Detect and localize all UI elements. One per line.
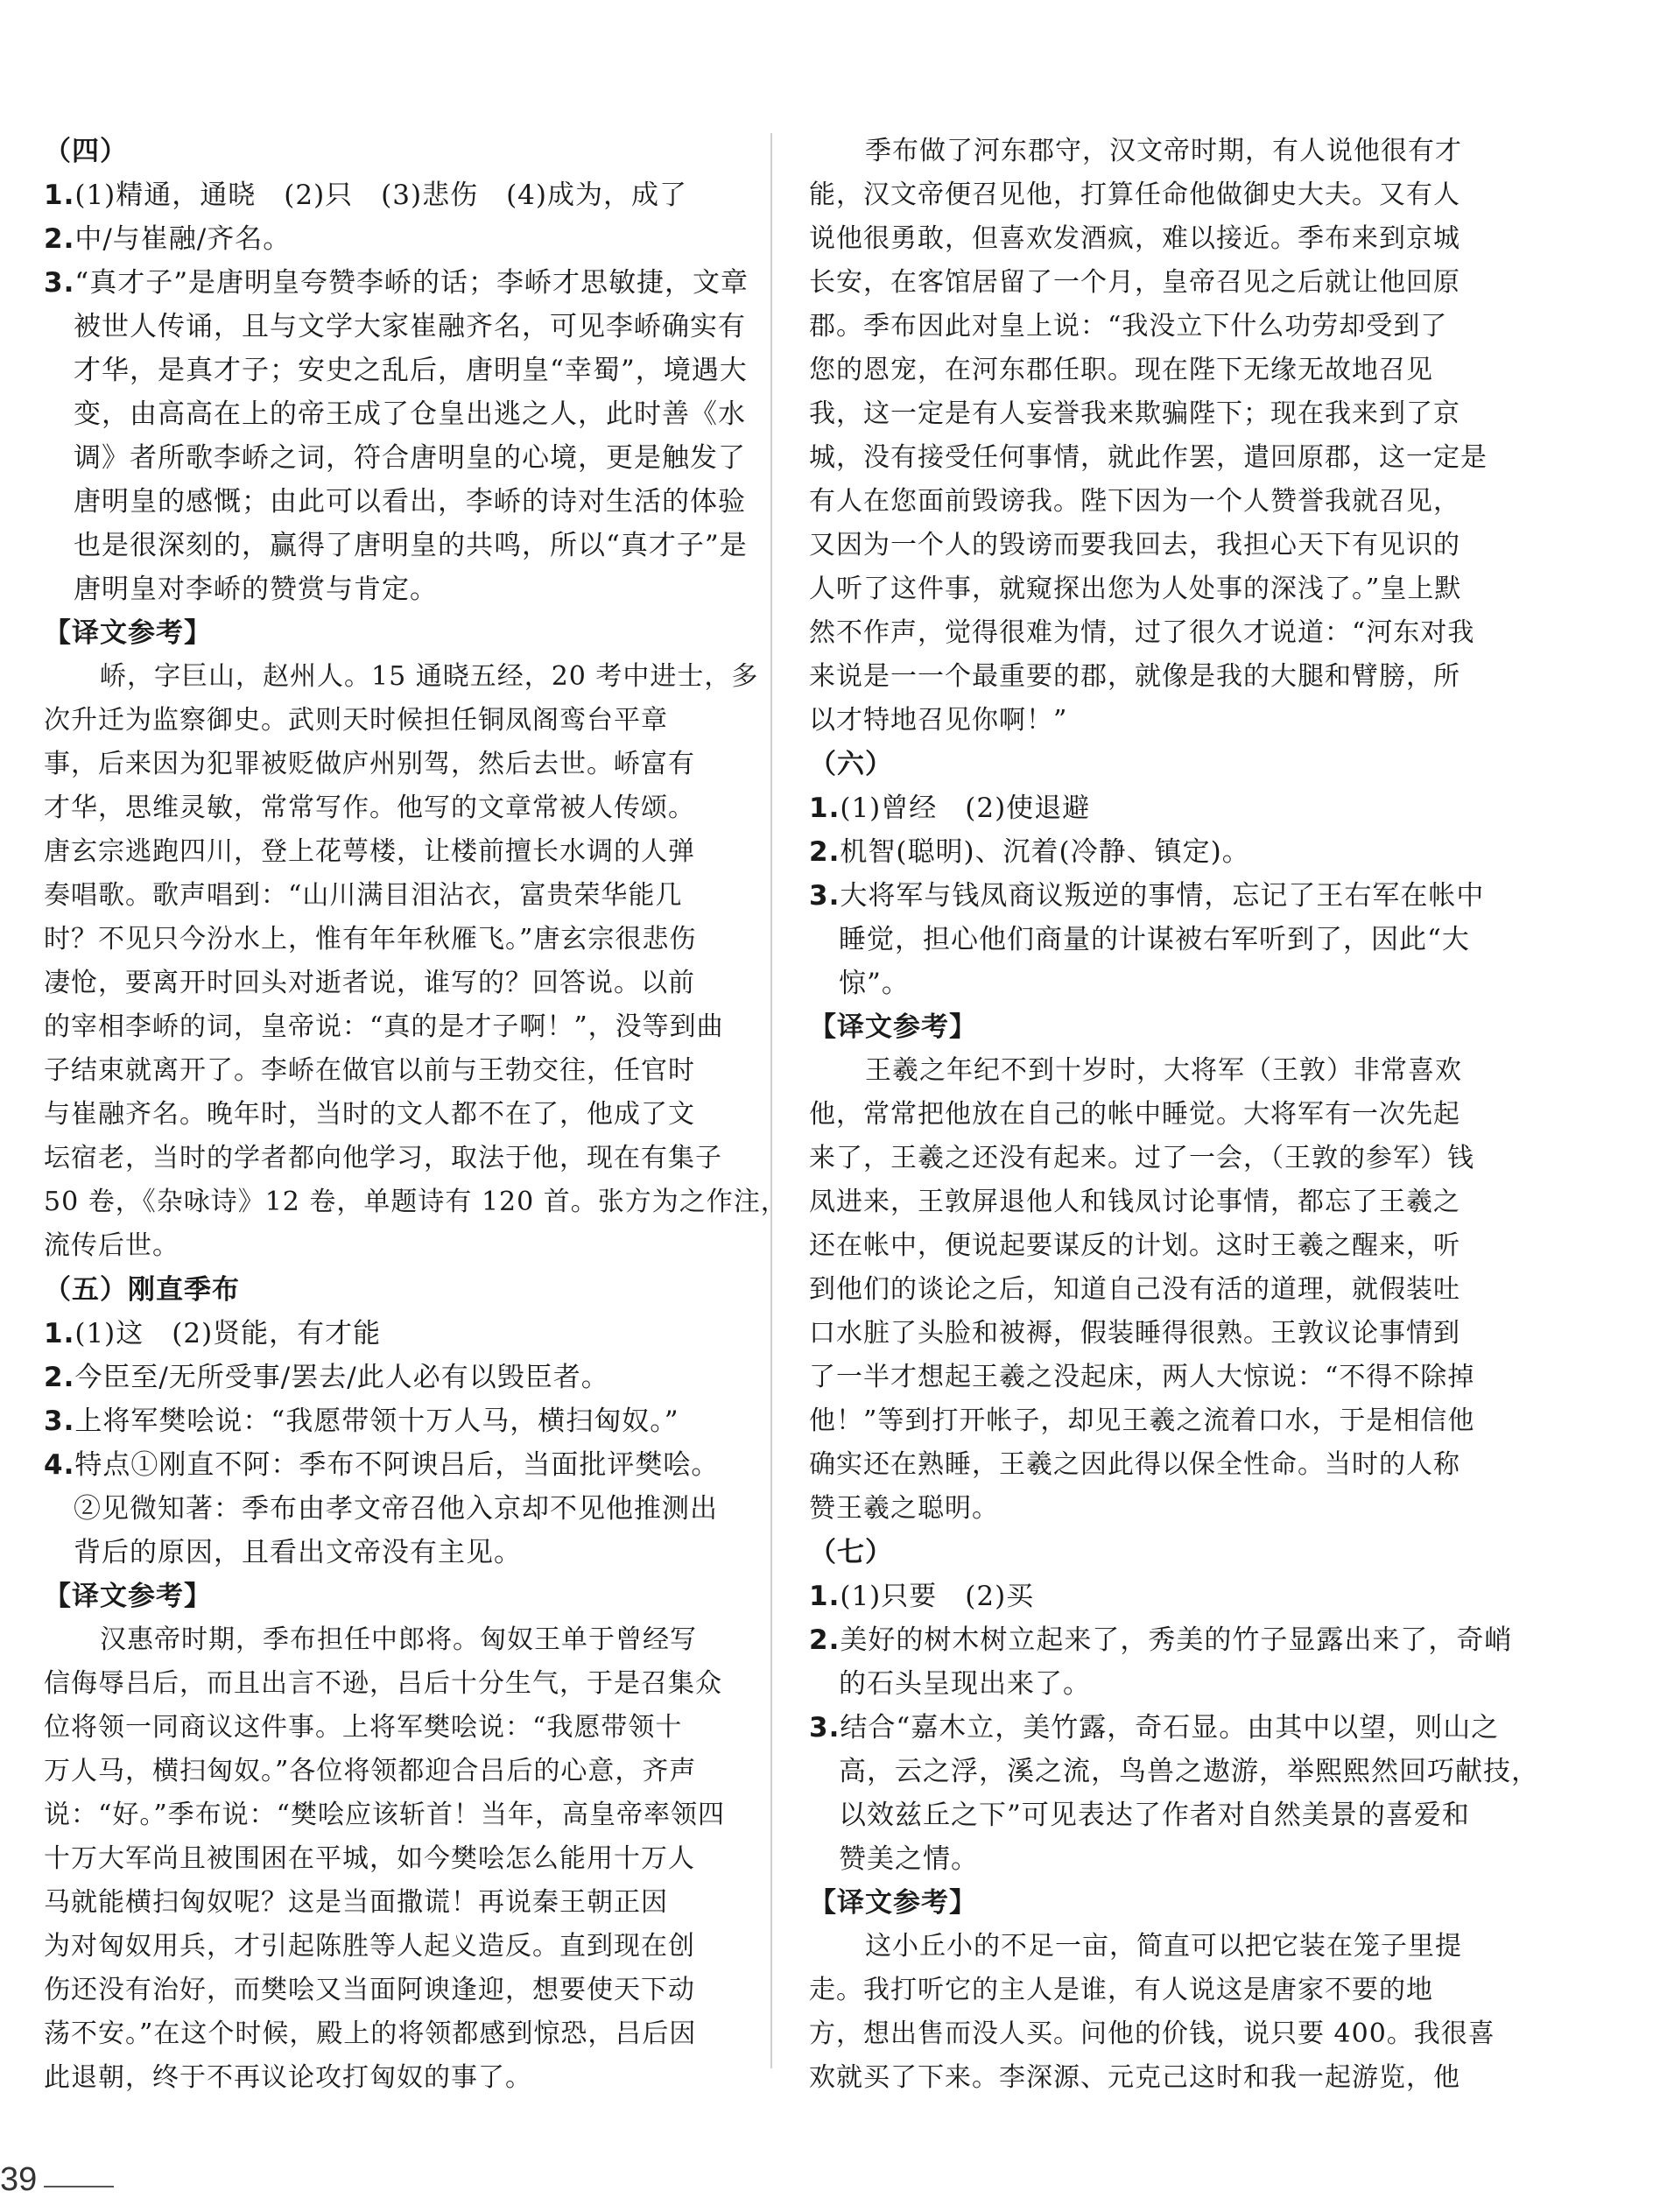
line-text: 高，云之浮，溪之流，鸟兽之遨游，举熙熙然回巧献技， xyxy=(839,1756,1539,1787)
line-text: 【译文参考】 xyxy=(44,617,212,649)
line-text: 马就能横扫匈奴呢？这是当面撒谎！再说秦王朝正因 xyxy=(44,1887,668,1918)
line-text: 万人马，横扫匈奴。”各位将领都迎合吕后的心意，齐声 xyxy=(44,1756,697,1786)
line-text: 机智(聪明)、沉着(冷静、镇定)。 xyxy=(840,836,1250,868)
text-line xyxy=(809,611,1536,655)
line-text: 方，想出售而没人买。问他的价钱，说只要 400。我很喜 xyxy=(809,2018,1495,2049)
line-text: （四） xyxy=(44,136,128,167)
text-line xyxy=(809,261,1536,305)
column-divider xyxy=(770,133,772,2068)
line-text: 这小丘小的不足一亩，简直可以把它装在笼子里提 xyxy=(865,1931,1462,1962)
line-text: 上将军樊哙说：“我愿带领十万人马，横扫匈奴。” xyxy=(74,1405,679,1437)
line-text: 走。我打听它的主人是谁，有人说这是唐家不要的地 xyxy=(809,1975,1433,2005)
text-line xyxy=(809,305,1536,349)
text-line xyxy=(44,1531,770,1574)
line-text: 伤还没有治好，而樊哙又当面阿谀逢迎，想要使天下动 xyxy=(44,1975,695,2005)
line-text: 与崔融齐名。晚年时，当时的文人都不在了，他成了文 xyxy=(44,1099,695,1130)
text-line xyxy=(44,1224,770,1268)
text-line xyxy=(44,217,770,261)
line-text: 次升迁为监察御史。武则天时候担任铜凤阁鸾台平章 xyxy=(44,705,668,736)
text-line xyxy=(44,830,770,874)
line-text: 流传后世。 xyxy=(44,1230,179,1261)
line-text: 确实还在熟睡，王羲之因此得以保全性命。当时的人称 xyxy=(809,1449,1460,1480)
text-line xyxy=(809,1049,1536,1093)
line-text: 位将领一同商议这件事。上将军樊哙说：“我愿带领十 xyxy=(44,1712,683,1743)
text-line xyxy=(44,1925,770,1969)
line-text: 荡不安。”在这个时候，殿上的将领都感到惊恐，吕后因 xyxy=(44,2018,697,2049)
line-text: 唐玄宗逃跑四川，登上花萼楼，让楼前擅长水调的人弹 xyxy=(44,836,695,867)
text-line xyxy=(809,786,1536,830)
text-line xyxy=(44,1750,770,1793)
line-text: 人听了这件事，就窥探出您为人处事的深浅了。”皇上默 xyxy=(809,574,1462,604)
line-text: 赞美之情。 xyxy=(839,1843,979,1875)
line-text: 中/与崔融/齐名。 xyxy=(74,223,292,255)
text-line xyxy=(44,1837,770,1881)
text-line xyxy=(44,962,770,1005)
text-line xyxy=(809,130,1536,173)
line-text: 睡觉，担心他们商量的计谋被右军听到了，因此“大 xyxy=(839,924,1470,955)
line-text: 事，后来因为犯罪被贬做庐州别驾，然后去世。峤富有 xyxy=(44,749,695,779)
text-line xyxy=(809,1356,1536,1399)
line-text: 凄怆，要离开时回头对逝者说，谁写的？回答说。以前 xyxy=(44,968,695,998)
text-line xyxy=(44,2012,770,2056)
text-line xyxy=(44,1093,770,1137)
text-line xyxy=(809,874,1536,918)
text-line xyxy=(809,1399,1536,1443)
line-text: （五）刚直季布 xyxy=(44,1274,240,1306)
text-line xyxy=(809,1969,1536,2012)
question-number: 2. xyxy=(809,1624,841,1656)
line-text: 大将军与钱凤商议叛逆的事情，忘记了王右军在帐中 xyxy=(840,880,1485,912)
text-line xyxy=(44,1005,770,1049)
line-text: 他！”等到打开帐子，却见王羲之流着口水，于是相信他 xyxy=(809,1405,1475,1436)
text-line xyxy=(809,1750,1539,1793)
text-line xyxy=(44,130,770,173)
text-line xyxy=(44,1443,770,1487)
line-text: 您的恩宠，在河东郡任职。现在陛下无缘无故地召见 xyxy=(809,355,1433,385)
right-column xyxy=(809,130,1539,2100)
line-text: 说：“好。”季布说：“樊哙应该斩首！当年，高皇帝率领四 xyxy=(44,1800,726,1830)
line-text: 赞王羲之聪明。 xyxy=(809,1493,999,1524)
line-text: 变，由高高在上的帝王成了仓皇出逃之人，此时善《水 xyxy=(74,398,746,430)
text-line xyxy=(809,2056,1536,2100)
text-line xyxy=(809,524,1536,567)
line-text: 惊”。 xyxy=(839,968,910,999)
line-text: 调》者所歌李峤之词，符合唐明皇的心境，更是触发了 xyxy=(74,442,746,474)
line-text: 他，常常把他放在自己的帐中睡觉。大将军有一次先起 xyxy=(809,1099,1460,1130)
line-text: 被世人传诵，且与文学大家崔融齐名，可见李峤确实有 xyxy=(74,311,746,342)
text-line xyxy=(44,1969,770,2012)
text-line xyxy=(809,1662,1536,1706)
text-line xyxy=(44,1137,770,1180)
text-line xyxy=(809,1531,1536,1574)
text-line xyxy=(809,1618,1536,1662)
text-line xyxy=(44,480,770,524)
text-line xyxy=(809,1925,1536,1969)
question-number: 1. xyxy=(44,180,75,211)
text-line xyxy=(809,743,1536,786)
text-line xyxy=(44,786,770,830)
text-line xyxy=(44,2056,770,2100)
line-text: 口水脏了头脸和被褥，假装睡得很熟。王敦议论事情到 xyxy=(809,1318,1460,1349)
line-text: 今臣至/无所受事/罢去/此人必有以毁臣者。 xyxy=(74,1362,609,1393)
line-text: 长安，在客馆居留了一个月，皇帝召见之后就让他回原 xyxy=(809,267,1460,298)
line-text: 【译文参考】 xyxy=(809,1011,977,1043)
line-text: 汉惠帝时期，季布担任中郎将。匈奴王单于曾经写 xyxy=(100,1624,697,1655)
line-text: 来了，王羲之还没有起来。过了一会，（王敦的参军）钱 xyxy=(809,1143,1474,1173)
line-text: 此退朝，终于不再议论攻打匈奴的事了。 xyxy=(44,2062,532,2093)
line-text: 到他们的谈论之后，知道自己没有活的道理，就假装吐 xyxy=(809,1274,1460,1305)
line-text: ②见微知著：季布由孝文帝召他入京却不见他推测出 xyxy=(74,1493,718,1525)
text-line xyxy=(44,567,770,611)
text-line xyxy=(44,392,770,436)
text-line xyxy=(44,524,770,567)
text-line xyxy=(44,1049,770,1093)
text-line xyxy=(809,1487,1536,1531)
text-line xyxy=(44,1487,770,1531)
line-text: (1)曾经 (2)使退避 xyxy=(840,793,1091,824)
line-text: 的石头呈现出来了。 xyxy=(839,1668,1091,1700)
line-text: 十万大军尚且被围困在平城，如今樊哙怎么能用十万人 xyxy=(44,1843,695,1874)
text-line xyxy=(809,567,1536,611)
line-text: 王羲之年纪不到十岁时，大将军（王敦）非常喜欢 xyxy=(865,1055,1462,1086)
text-line xyxy=(44,1399,770,1443)
text-line xyxy=(44,655,770,699)
text-line xyxy=(809,392,1536,436)
question-number: 1. xyxy=(809,793,841,824)
text-line xyxy=(44,611,770,655)
line-text: 了一半才想起王羲之没起床，两人大惊说：“不得不除掉 xyxy=(809,1362,1475,1392)
line-text: 子结束就离开了。李峤在做官以前与王勃交往，任官时 xyxy=(44,1055,695,1086)
text-line xyxy=(44,1356,770,1399)
text-line xyxy=(809,436,1536,480)
text-line xyxy=(44,349,770,392)
text-line xyxy=(809,1137,1536,1180)
page-number-text: 39 xyxy=(0,2161,38,2198)
line-text: 【译文参考】 xyxy=(44,1581,212,1612)
text-line xyxy=(809,1005,1536,1049)
text-line xyxy=(809,918,1536,962)
text-line xyxy=(44,261,770,305)
line-text: 以效兹丘之下”可见表达了作者对自然美景的喜爱和 xyxy=(839,1800,1470,1831)
line-text: 美好的树木树立起来了，秀美的竹子显露出来了，奇峭 xyxy=(840,1624,1513,1656)
question-number: 3. xyxy=(44,267,75,299)
text-line xyxy=(44,699,770,743)
text-line xyxy=(809,480,1536,524)
text-line xyxy=(809,1443,1536,1487)
line-text: 能，汉文帝便召见他，打算任命他做御史大夫。又有人 xyxy=(809,180,1460,210)
text-line xyxy=(44,436,770,480)
line-text: 欢就买了下来。李深源、元克己这时和我一起游览，他 xyxy=(809,2062,1460,2093)
line-text: 唐明皇的感慨；由此可以看出，李峤的诗对生活的体验 xyxy=(74,486,746,518)
line-text: 说他很勇敢，但喜欢发酒疯，难以接近。季布来到京城 xyxy=(809,223,1460,254)
line-text: 城，没有接受任何事情，就此作罢，遣回原郡，这一定是 xyxy=(809,442,1488,473)
text-line xyxy=(44,305,770,349)
text-line xyxy=(44,1268,770,1312)
text-line xyxy=(44,1618,770,1662)
text-line xyxy=(809,699,1536,743)
line-text: 坛宿老，当时的学者都向他学习，取法于他，现在有集子 xyxy=(44,1143,722,1173)
line-text: 有人在您面前毁谤我。陛下因为一个人赞誉我就召见， xyxy=(809,486,1460,517)
question-number: 3. xyxy=(809,1712,841,1744)
line-text: 唐明皇对李峤的赞赏与肯定。 xyxy=(74,574,438,605)
line-text: 特点①刚直不阿：季布不阿谀吕后，当面批评樊哙。 xyxy=(74,1449,720,1481)
text-line xyxy=(44,743,770,786)
text-line xyxy=(809,1837,1536,1881)
question-number: 2. xyxy=(44,1362,75,1393)
line-text: 背后的原因，且看出文帝没有主见。 xyxy=(74,1537,522,1568)
line-text: 也是很深刻的，赢得了唐明皇的共鸣，所以“真才子”是 xyxy=(74,530,748,561)
text-line xyxy=(809,1224,1536,1268)
text-line xyxy=(809,655,1536,699)
line-text: (1)只要 (2)买 xyxy=(840,1581,1035,1612)
line-text: 以才特地召见你啊！” xyxy=(809,705,1068,736)
question-number: 2. xyxy=(44,223,75,255)
text-line xyxy=(809,1706,1536,1750)
text-line xyxy=(44,1881,770,1925)
line-text: 峤，字巨山，赵州人。15 通晓五经，20 考中进士，多 xyxy=(100,661,759,692)
text-line xyxy=(809,1312,1536,1356)
line-text: 结合“嘉木立，美竹露，奇石显。由其中以望，则山之 xyxy=(840,1712,1500,1744)
text-line xyxy=(44,1312,770,1356)
line-text: 【译文参考】 xyxy=(809,1887,977,1919)
line-text: 我，这一定是有人妄誉我来欺骗陛下；现在我来到了京 xyxy=(809,398,1460,429)
text-line xyxy=(44,1662,770,1706)
text-line xyxy=(809,217,1536,261)
question-number: 1. xyxy=(44,1318,75,1349)
line-text: 季布做了河东郡守，汉文帝时期，有人说他很有才 xyxy=(865,136,1462,166)
text-line xyxy=(809,1268,1536,1312)
line-text: “真才子”是唐明皇夸赞李峤的话；李峤才思敏捷，文章 xyxy=(74,267,749,299)
text-line xyxy=(809,1793,1536,1837)
line-text: 为对匈奴用兵，才引起陈胜等人起义造反。直到现在创 xyxy=(44,1931,695,1962)
question-number: 1. xyxy=(809,1581,841,1612)
line-text: 郡。季布因此对皇上说：“我没立下什么功劳却受到了 xyxy=(809,311,1448,342)
text-line xyxy=(809,1574,1536,1618)
text-line xyxy=(44,1574,770,1618)
line-text: （六） xyxy=(809,749,893,780)
line-text: 才华，是真才子；安史之乱后，唐明皇“幸蜀”，境遇大 xyxy=(74,355,748,386)
left-column xyxy=(44,130,788,2100)
text-line xyxy=(44,874,770,918)
text-line xyxy=(809,830,1536,874)
line-text: (1)精通，通晓 (2)只 (3)悲伤 (4)成为，成了 xyxy=(74,180,688,211)
page-number-rule xyxy=(44,2186,114,2187)
text-line xyxy=(809,2012,1536,2056)
line-text: 信侮辱吕后，而且出言不逊，吕后十分生气，于是召集众 xyxy=(44,1668,722,1699)
line-text: 时？不见只今汾水上，惟有年年秋雁飞。”唐玄宗很悲伤 xyxy=(44,924,697,955)
text-line xyxy=(809,349,1536,392)
line-text: 来说是一一个最重要的郡，就像是我的大腿和臂膀，所 xyxy=(809,661,1460,692)
question-number: 3. xyxy=(809,880,841,912)
text-line xyxy=(809,1093,1536,1137)
text-line xyxy=(44,1793,770,1837)
line-text: (1)这 (2)贤能，有才能 xyxy=(74,1318,382,1349)
text-line xyxy=(809,1180,1536,1224)
line-text: 然不作声，觉得很难为情，过了很久才说道：“河东对我 xyxy=(809,617,1475,648)
line-text: 的宰相李峤的词，皇帝说：“真的是才子啊！”，没等到曲 xyxy=(44,1011,724,1042)
line-text: 50 卷，《杂咏诗》12 卷，单题诗有 120 首。张方为之作注， xyxy=(44,1187,788,1217)
line-text: 奏唱歌。歌声唱到：“山川满目泪沾衣，富贵荣华能几 xyxy=(44,880,683,911)
page-number xyxy=(0,2159,140,2205)
text-line xyxy=(44,918,770,962)
line-text: 凤进来，王敦屏退他人和钱凤讨论事情，都忘了王羲之 xyxy=(809,1187,1460,1217)
line-text: 又因为一个人的毁谤而要我回去，我担心天下有见识的 xyxy=(809,530,1460,560)
text-line xyxy=(44,1180,788,1224)
text-line xyxy=(44,1706,770,1750)
question-number: 3. xyxy=(44,1405,75,1437)
text-line xyxy=(809,173,1536,217)
line-text: 才华，思维灵敏，常常写作。他写的文章常被人传颂。 xyxy=(44,793,695,823)
line-text: 还在帐中，便说起要谋反的计划。这时王羲之醒来，听 xyxy=(809,1230,1460,1261)
text-line xyxy=(809,1881,1536,1925)
line-text: （七） xyxy=(809,1537,893,1568)
question-number: 2. xyxy=(809,836,841,868)
question-number: 4. xyxy=(44,1449,75,1481)
text-line xyxy=(44,173,770,217)
text-line xyxy=(809,962,1536,1005)
